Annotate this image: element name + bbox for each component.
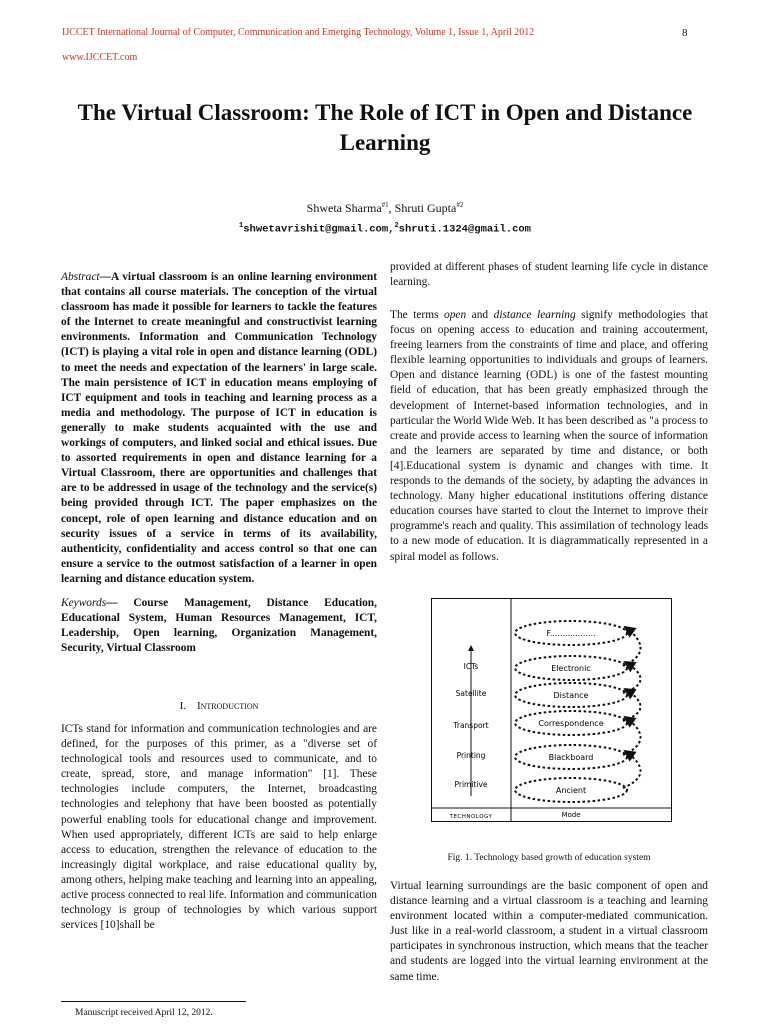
keywords bbox=[61, 596, 377, 656]
page-number: 8 bbox=[682, 27, 688, 39]
footnote: Manuscript received April 12, 2012. bbox=[75, 1008, 213, 1018]
section-number: I. bbox=[179, 700, 186, 712]
mode-label: Ancient bbox=[555, 786, 587, 795]
mode-column-label: Mode bbox=[561, 811, 581, 819]
author-name: Shweta Sharma bbox=[306, 201, 382, 215]
section-heading bbox=[61, 700, 377, 712]
technology-label: ICTs bbox=[463, 662, 479, 671]
author-name: Shruti Gupta bbox=[394, 201, 457, 215]
mode-label: Blackboard bbox=[548, 753, 594, 762]
author-separator: , bbox=[388, 201, 395, 215]
author-email[interactable]: shruti.1324@gmail.com bbox=[398, 223, 531, 236]
keywords-lead: Keywords bbox=[61, 597, 107, 609]
technology-label: Satellite bbox=[455, 689, 487, 698]
technology-label: Printing bbox=[456, 751, 486, 760]
author-email[interactable]: shwetavrishit@gmail.com, bbox=[243, 223, 395, 236]
footnote-rule bbox=[61, 1001, 246, 1002]
spiral-model-figure bbox=[431, 598, 672, 822]
author-affiliation-mark: #2 bbox=[456, 201, 464, 209]
paper-title: The Virtual Classroom: The Role of ICT in Open and Distance Learning bbox=[77, 100, 693, 155]
abstract-text: —A virtual classroom is an online learning environment that contains all course materials. The conception of the virtual classroom has made it possible for learners to tackle the features of the Internet to create meaningful and constructivist learning environments. Information and Communication Technology (ICT) is playing a vital role in open and distance learning (ODL) to meet the needs and expectation of the learners' in large scale. The main persistence of ICT in education means employing of ICT equipment and tools in teaching and learning process as a media and methodology. The purpose of ICT in education is generally to make students acquainted with the use and workings of computers, and linked social and ethical issues. Due to assorted requirements in open and distance learning for a Virtual Classroom, there are opportunities and challenges that are to be addressed in usage of the technology and the service(s) being provided through ICT. The paper emphasizes on the concept, role of open learning and distance education and on security issues of a service in terms of its availability, authenticity, confidentiality and access control so that one can ensure a service to the outmost satisfaction of a learner in open learning and distance education system. bbox=[61, 271, 377, 585]
technology-label: Transport bbox=[453, 721, 489, 730]
author-line bbox=[60, 201, 710, 216]
intro-paragraph: ICTs stand for information and communication technologies and are defined, for the purposes of this primer, as a "diverse set of technological tools and resources used to communicate, and to create, spread, store, and manage information" [1]. These technologies include computers, the Internet, broadcasting technologies and telephony that have been boosted as potentially powerful enabling tools for educational change and improvement. When used appropriately, different ICTs are said to help enlarge access to education, strengthen the relevance of education to the increasingly digital workplace, and raise educational quality by, among others, helping make teaching and learning into an appealing, active process connected to real life. Information and communication technology is group of technologies by which various support services [10]shall be bbox=[61, 723, 377, 932]
figure-caption: Fig. 1. Technology based growth of education system bbox=[447, 853, 651, 863]
keywords-text: — Course Management, Distance Education, Educational System, Human Resources Management, ICT, Leadership, Open learning, Organization Management, Security, Virtual Classroom bbox=[61, 597, 377, 655]
mode-label: Correspondence bbox=[538, 719, 604, 728]
running-head: IJCCET International Journal of Computer, Communication and Emerging Technology, Volume 1, Issue 1, April 2012 bbox=[62, 27, 535, 38]
paragraph-continued: provided at different phases of student learning life cycle in distance learning. bbox=[390, 261, 708, 289]
author-affiliation-mark: #1 bbox=[381, 201, 389, 209]
odl-text: and bbox=[466, 309, 494, 321]
abstract bbox=[61, 270, 377, 587]
abstract-lead: Abstract bbox=[61, 271, 100, 283]
mode-label: F.................. bbox=[546, 629, 596, 638]
email-mark: 1 bbox=[239, 222, 244, 230]
technology-column-label: TECHNOLOGY bbox=[449, 814, 493, 820]
email-mark: 2 bbox=[394, 222, 399, 230]
mode-label: Electronic bbox=[551, 664, 591, 673]
odl-text: The terms bbox=[390, 309, 445, 321]
author-emails bbox=[60, 222, 710, 236]
journal-url[interactable]: www.IJCCET.com bbox=[62, 52, 138, 63]
odl-paragraph bbox=[390, 308, 708, 565]
virtual-learning-paragraph: Virtual learning surroundings are the basic component of open and distance learning and a virtual classroom is a teaching and learning environment located within a computer-mediated communication. Just like in a real-world classroom, a student in a virtual classroom participates in synchronous instruction, which means that the teacher and students are logged into the virtual learning environment at the same time. bbox=[390, 880, 708, 983]
odl-emphasis: distance learning bbox=[493, 309, 576, 321]
mode-label: Distance bbox=[553, 691, 589, 700]
technology-label: Primitive bbox=[454, 780, 488, 789]
odl-emphasis: open bbox=[444, 309, 467, 321]
section-title: Introduction bbox=[196, 700, 259, 712]
odl-text: signify methodologies that focus on opening access to education and training accouterment, freeing learners from the constraints of time and place, and offering flexible learning opportunities to individuals and groups of learners. Open and distance learning (ODL) is one of the fastest mounting field of education, that has been greatly emphasized through the development of Internet-based information technologies, and in particular the World Wide Web. It has been described as "a process to create and provide access to learning when the source of information and the learners are separated by time and distance, or both [4].Educational system is dynamic and changes with time. It responds to the demands of the society, by adapting the advances in technology. Many higher educational institutions offering distance education courses have started to clout the Internet to improve their programme's reach and quality. This assimilation of technology leads to a new mode of education. It is diagrammatically represented in a spiral model as follows. bbox=[390, 309, 708, 563]
